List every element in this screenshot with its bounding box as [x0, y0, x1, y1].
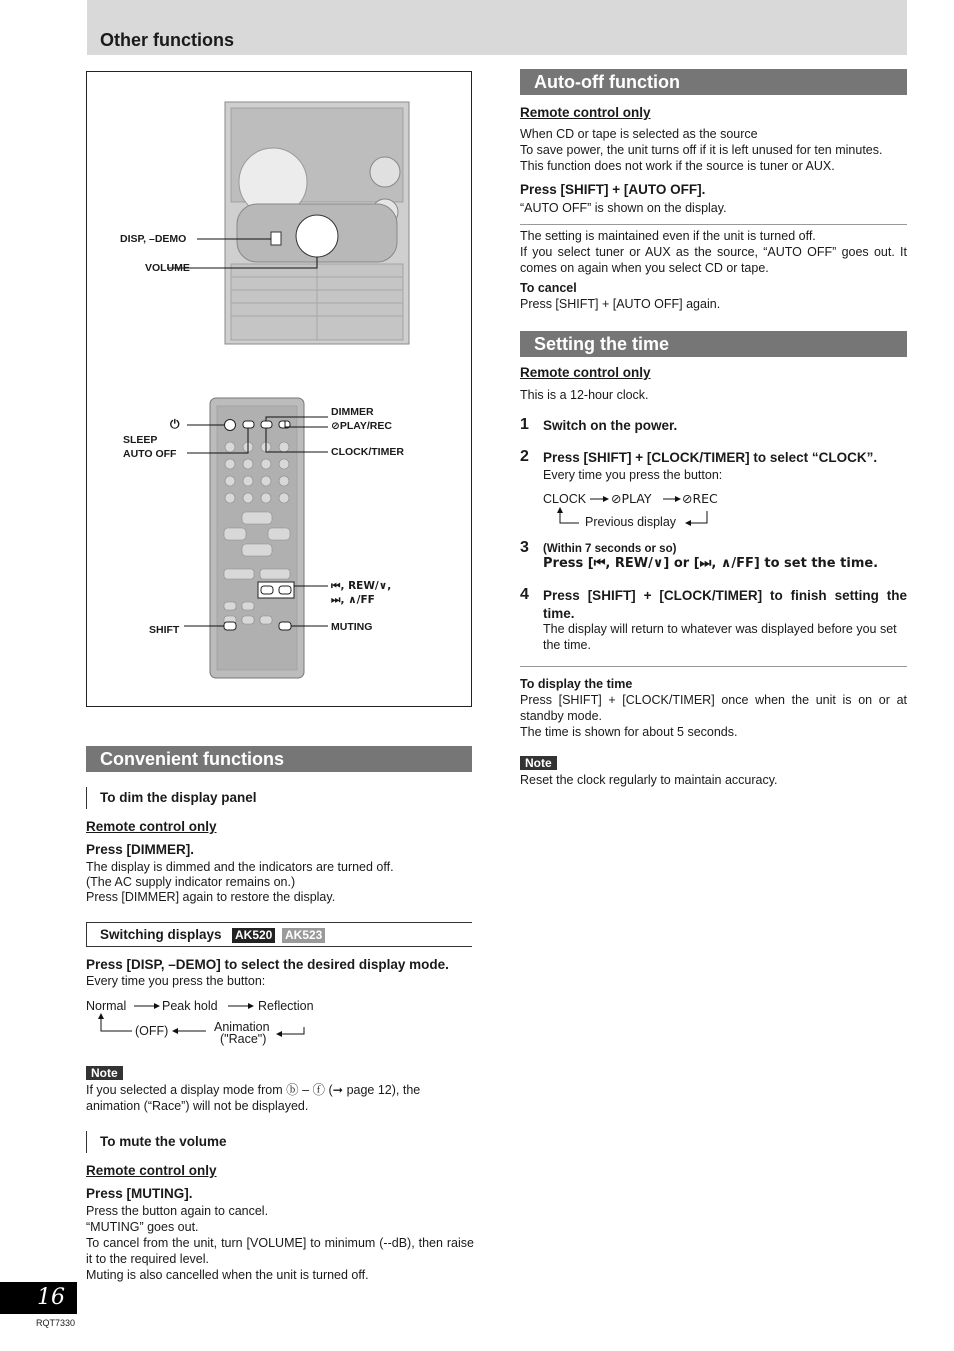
step-2-text: Press [SHIFT] + [CLOCK/TIMER] to select “CLOCK”. [543, 450, 878, 465]
step-1-text: Switch on the power. [543, 418, 678, 433]
autooff-shown: “AUTO OFF” is shown on the display. [520, 201, 727, 215]
mode-off: (OFF) [135, 1024, 169, 1038]
divider [520, 666, 907, 667]
section-setting-time: Setting the time [520, 331, 907, 357]
flow-clock: CLOCK [543, 492, 587, 506]
label-rew: ⏮, REW/∨, [331, 580, 392, 592]
autooff-tuner-note: If you select tuner or AUX as the source, “AUTO OFF” goes out. It comes on again when you select CD or tape. [520, 245, 907, 275]
timer-play-icon: ⊘ [331, 420, 340, 432]
press-dimmer: Press [DIMMER]. [86, 842, 195, 857]
display-time-text: Press [SHIFT] + [CLOCK/TIMER] once when the unit is on or at standby mode. [520, 693, 907, 723]
tag-ak523: AK523 [282, 928, 325, 943]
to-cancel-head: To cancel [520, 281, 577, 295]
document-code: RQT7330 [36, 1318, 76, 1328]
label-ff: ⏭, ∧/FF [331, 594, 375, 606]
flow-previous-display: Previous display [585, 515, 677, 529]
power-icon: ⏻ [170, 417, 180, 431]
note-badge: Note [86, 1066, 123, 1080]
main-unit-illustration [225, 102, 409, 344]
flow-rec: ⊘REC [682, 491, 718, 506]
press-auto-off: Press [SHIFT] + [AUTO OFF]. [520, 182, 706, 197]
autooff-maintained: The setting is maintained even if the unit is turned off. [520, 229, 816, 243]
label-shift: SHIFT [149, 624, 180, 636]
label-dimmer: DIMMER [331, 406, 374, 418]
display-time-head: To display the time [520, 677, 633, 691]
to-cancel-text: Press [SHIFT] + [AUTO OFF] again. [520, 297, 721, 311]
display-mode-flow [86, 997, 472, 1047]
section-auto-off: Auto-off function [520, 69, 907, 95]
label-volume: VOLUME [145, 262, 190, 274]
page-number: 16 [0, 1282, 77, 1314]
label-muting: MUTING [331, 621, 373, 633]
note-time [520, 755, 557, 771]
tag-ak520: AK520 [232, 928, 275, 943]
mode-reflection: Reflection [258, 999, 314, 1013]
remote-only-autooff: Remote control only [520, 105, 651, 120]
label-play-rec: ⊘PLAY/REC [331, 420, 392, 432]
step-3-pre: (Within 7 seconds or so) [543, 543, 677, 555]
label-disp-demo: DISP, –DEMO [120, 233, 187, 245]
label-auto-off: AUTO OFF [123, 448, 177, 460]
mode-race: ("Race") [220, 1032, 267, 1046]
figure-box [86, 71, 472, 707]
every-time-switch: Every time you press the button: [86, 974, 266, 988]
step-1-number: 1 [520, 416, 529, 433]
step-2-number: 2 [520, 448, 529, 465]
remote-only-dim: Remote control only [86, 819, 217, 834]
flow-play: ⊘PLAY [611, 491, 652, 506]
time-intro: This is a 12-hour clock. [520, 388, 649, 402]
note-switching-text: If you selected a display mode from ⓑ – ⓕ (➞ page 12), the animation (“Race”) will not be displayed. [86, 1083, 421, 1113]
subhead-dim-display: To dim the display panel [86, 787, 257, 809]
page-title: Other functions [100, 30, 234, 50]
display-time-text-2: The time is shown for about 5 seconds. [520, 725, 738, 739]
clock-flow [543, 489, 743, 531]
press-disp-demo: Press [DISP, –DEMO] to select the desired display mode. [86, 957, 449, 972]
subhead-mute-volume: To mute the volume [86, 1131, 227, 1153]
step-3-number: 3 [520, 539, 529, 556]
label-sleep: SLEEP [123, 434, 158, 446]
unit-and-remote-illustration [87, 72, 470, 705]
note-badge: Note [520, 756, 557, 770]
mode-normal: Normal [86, 999, 127, 1013]
step-4-sub: The display will return to whatever was displayed before you set the time. [543, 622, 897, 652]
remote-only-time: Remote control only [520, 365, 651, 380]
dim-description: The display is dimmed and the indicators are turned off. (The AC supply indicator remains on.) Press [DIMMER] again to restore the display. [86, 860, 394, 904]
remote-control-illustration [210, 398, 304, 678]
press-muting: Press [MUTING]. [86, 1186, 193, 1201]
step-2-sub: Every time you press the button: [543, 468, 723, 482]
section-convenient-functions: Convenient functions [86, 746, 472, 772]
step-3-text: Press [⏮, REW/∨] or [⏭, ∧/FF] to set the time. [543, 556, 879, 571]
divider [520, 224, 907, 225]
label-clock-timer: CLOCK/TIMER [331, 446, 404, 458]
subhead-switching-displays: Switching displays AK520 AK523 [86, 922, 472, 947]
autooff-intro: When CD or tape is selected as the source To save power, the unit turns off if it is left unused for ten minutes. This function does not work if the source is tuner or AUX. [520, 127, 883, 173]
mode-animation: Animation [214, 1020, 270, 1034]
step-4-number: 4 [520, 586, 529, 603]
remote-only-mute: Remote control only [86, 1163, 217, 1178]
mute-description: Press the button again to cancel. “MUTING” goes out. To cancel from the unit, turn [VOLUME] to minimum (--dB), then raise it to the required level. Muting is also cancelled when the unit is turned off. [86, 1204, 474, 1282]
step-4-text: Press [SHIFT] + [CLOCK/TIMER] to finish setting the time. [543, 588, 907, 621]
note-switching [86, 1065, 123, 1081]
note-time-text: Reset the clock regularly to maintain accuracy. [520, 773, 778, 787]
mode-peak-hold: Peak hold [162, 999, 218, 1013]
